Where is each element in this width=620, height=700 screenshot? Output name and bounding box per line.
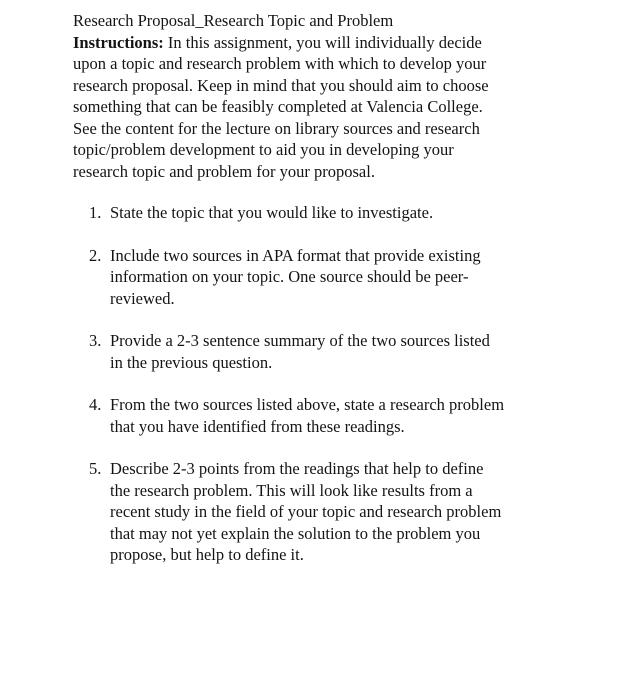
question-line: From the two sources listed above, state a research problem: [110, 395, 505, 414]
question-line: that may not yet explain the solution to the problem you: [110, 523, 481, 543]
question-number: 3.: [89, 331, 102, 350]
question-line: in the previous question.: [110, 352, 273, 372]
intro-line-2: upon a topic and research problem with which to develop your: [73, 54, 487, 73]
question-number: 2.: [89, 245, 102, 265]
question-line: the research problem. This will look like results from a: [110, 480, 473, 500]
question-number: 1.: [89, 203, 102, 222]
question-item-2: [89, 245, 569, 310]
question-line: propose, but help to define it.: [110, 545, 304, 564]
question-line: recent study in the field of your topic and research problem: [110, 502, 502, 521]
question-number: 4.: [89, 395, 102, 414]
intro-line-1: [73, 32, 573, 54]
question-line: Include two sources in APA format that provide existing: [110, 245, 481, 265]
intro-line-6: topic/problem development to aid you in developing your: [73, 140, 454, 159]
intro-line-7: research topic and problem for your proposal.: [73, 161, 375, 181]
intro-line-1-text: In this assignment, you will individually decide: [163, 32, 482, 52]
question-list: [89, 202, 569, 566]
intro-line-5: See the content for the lecture on library sources and research: [73, 118, 480, 138]
question-line: Describe 2-3 points from the readings that help to define: [110, 459, 484, 478]
question-line: State the topic that you would like to investigate.: [110, 203, 434, 222]
document-title: Research Proposal_Research Topic and Problem: [73, 11, 394, 30]
question-line: that you have identified from these readings.: [110, 416, 405, 436]
assignment-header: [73, 10, 573, 182]
question-item-1: [89, 202, 569, 224]
question-number: 5.: [89, 459, 102, 478]
intro-line-3: research proposal. Keep in mind that you should aim to choose: [73, 75, 489, 95]
question-item-4: [89, 394, 569, 437]
instructions-label: Instructions:: [73, 32, 164, 52]
question-line: Provide a 2-3 sentence summary of the two sources listed: [110, 331, 490, 350]
question-item-5: [89, 458, 569, 566]
intro-line-4: something that can be feasibly completed at Valencia College.: [73, 97, 483, 116]
question-line: information on your topic. One source should be peer-: [110, 267, 469, 286]
question-line: reviewed.: [110, 288, 175, 308]
question-item-3: [89, 330, 569, 373]
